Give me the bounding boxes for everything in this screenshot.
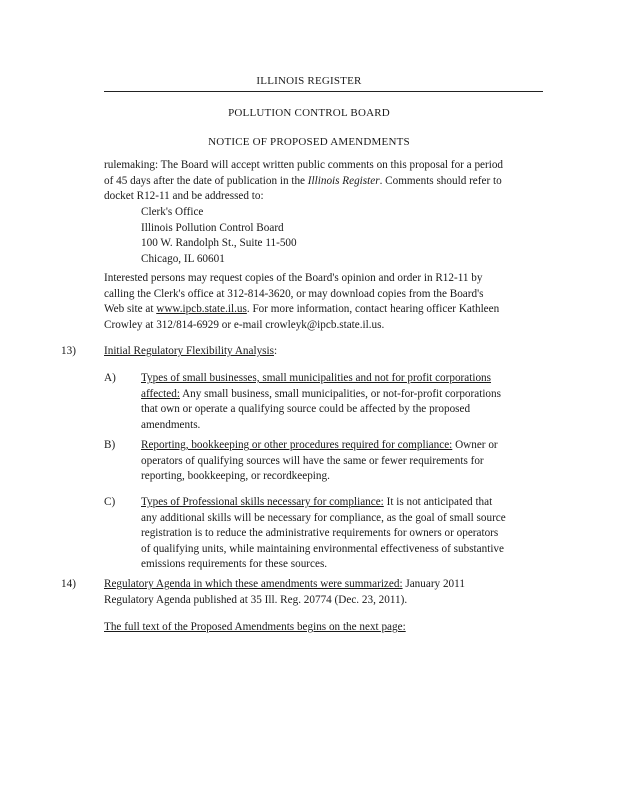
interested-line: calling the Clerk's office at 312-814-3620, or may download copies from the Board's bbox=[104, 287, 484, 300]
section-14-heading: Regulatory Agenda in which these amendments were summarized: bbox=[104, 578, 403, 590]
item-c-line: registration is to reduce the administrative requirements for owners or operators bbox=[141, 527, 499, 540]
address-line: Chicago, IL 60601 bbox=[141, 252, 225, 265]
interested-line: Interested persons may request copies of the Board's opinion and order in R12-11 by bbox=[104, 272, 483, 284]
item-a-text bbox=[141, 371, 561, 433]
section-13-title-suffix: : bbox=[273, 345, 278, 357]
header-rule bbox=[104, 91, 543, 92]
board-title: POLLUTION CONTROL BOARD bbox=[228, 107, 390, 119]
item-b-text-part: Owner or bbox=[452, 439, 498, 451]
rulemaking-line: rulemaking: The Board will accept written public comments on this proposal for a period bbox=[104, 159, 504, 171]
section-13-title-text: Initial Regulatory Flexibility Analysis bbox=[104, 345, 274, 357]
item-a-heading: affected: bbox=[141, 387, 180, 400]
item-a-line bbox=[141, 387, 561, 403]
item-b-line: reporting, bookkeeping, or recordkeeping. bbox=[141, 470, 330, 483]
item-b-letter: B) bbox=[104, 439, 116, 451]
section-14-line bbox=[104, 577, 564, 593]
item-c-line: any additional skills will be necessary for compliance, as the goal of small source bbox=[141, 511, 506, 524]
register-title: ILLINOIS REGISTER bbox=[256, 75, 362, 87]
item-c-heading: Types of Professional skills necessary for compliance: bbox=[141, 496, 384, 508]
address-line: 100 W. Randolph St., Suite 11-500 bbox=[141, 237, 297, 250]
item-a-letter: A) bbox=[104, 372, 116, 384]
item-c-line: of qualifying units, while maintaining environmental effectiveness of substantive bbox=[141, 542, 504, 555]
interested-paragraph bbox=[104, 271, 564, 333]
interested-text: . For more information, contact hearing officer Kathleen bbox=[246, 303, 500, 316]
item-a-text-part: Any small business, small municipalities, or not-for-profit corporations bbox=[179, 387, 501, 400]
item-c-text-part: It is not anticipated that bbox=[383, 496, 493, 508]
item-c-text bbox=[141, 495, 561, 573]
item-a-line: amendments. bbox=[141, 418, 201, 431]
rulemaking-text: . Comments should refer to bbox=[379, 174, 502, 187]
illinois-register-italic: Illinois Register bbox=[307, 174, 380, 187]
item-c-letter: C) bbox=[104, 496, 116, 508]
notice-title: NOTICE OF PROPOSED AMENDMENTS bbox=[208, 136, 410, 148]
section-14-text-part: January 2011 bbox=[402, 578, 465, 590]
item-b-line: operators of qualifying sources will have the same or fewer requirements for bbox=[141, 454, 484, 467]
interested-text: Web site at bbox=[104, 303, 157, 316]
section-14-number: 14) bbox=[61, 578, 76, 590]
address-line: Illinois Pollution Control Board bbox=[141, 221, 284, 234]
address-line: Clerk's Office bbox=[141, 206, 204, 218]
section-13-number: 13) bbox=[61, 345, 76, 357]
section-13-title bbox=[104, 344, 277, 360]
board-website-link[interactable]: www.ipcb.state.il.us bbox=[156, 303, 247, 316]
item-a-line: that own or operate a qualifying source could be affected by the proposed bbox=[141, 403, 471, 416]
clerk-address bbox=[141, 205, 297, 267]
rulemaking-line bbox=[104, 174, 564, 190]
rulemaking-line: docket R12-11 and be addressed to: bbox=[104, 190, 264, 203]
rulemaking-text: of 45 days after the date of publication in the bbox=[104, 174, 308, 187]
item-b-text bbox=[141, 438, 561, 485]
item-c-line: emissions requirements for these sources. bbox=[141, 558, 328, 571]
item-c-line bbox=[141, 495, 561, 511]
item-b-heading: Reporting, bookkeeping or other procedures required for compliance: bbox=[141, 439, 453, 451]
section-14-text bbox=[104, 577, 564, 608]
item-a-line: Types of small businesses, small municipalities and not for profit corporations bbox=[141, 372, 492, 384]
interested-line: Crowley at 312/814-6929 or e-mail crowleyk@ipcb.state.il.us. bbox=[104, 318, 385, 331]
interested-line bbox=[104, 302, 564, 318]
section-14-line: Regulatory Agenda published at 35 Ill. Reg. 20774 (Dec. 23, 2011). bbox=[104, 593, 408, 606]
item-b-line bbox=[141, 438, 561, 454]
full-text-note: The full text of the Proposed Amendments begins on the next page: bbox=[104, 621, 406, 633]
rulemaking-paragraph bbox=[104, 158, 564, 205]
